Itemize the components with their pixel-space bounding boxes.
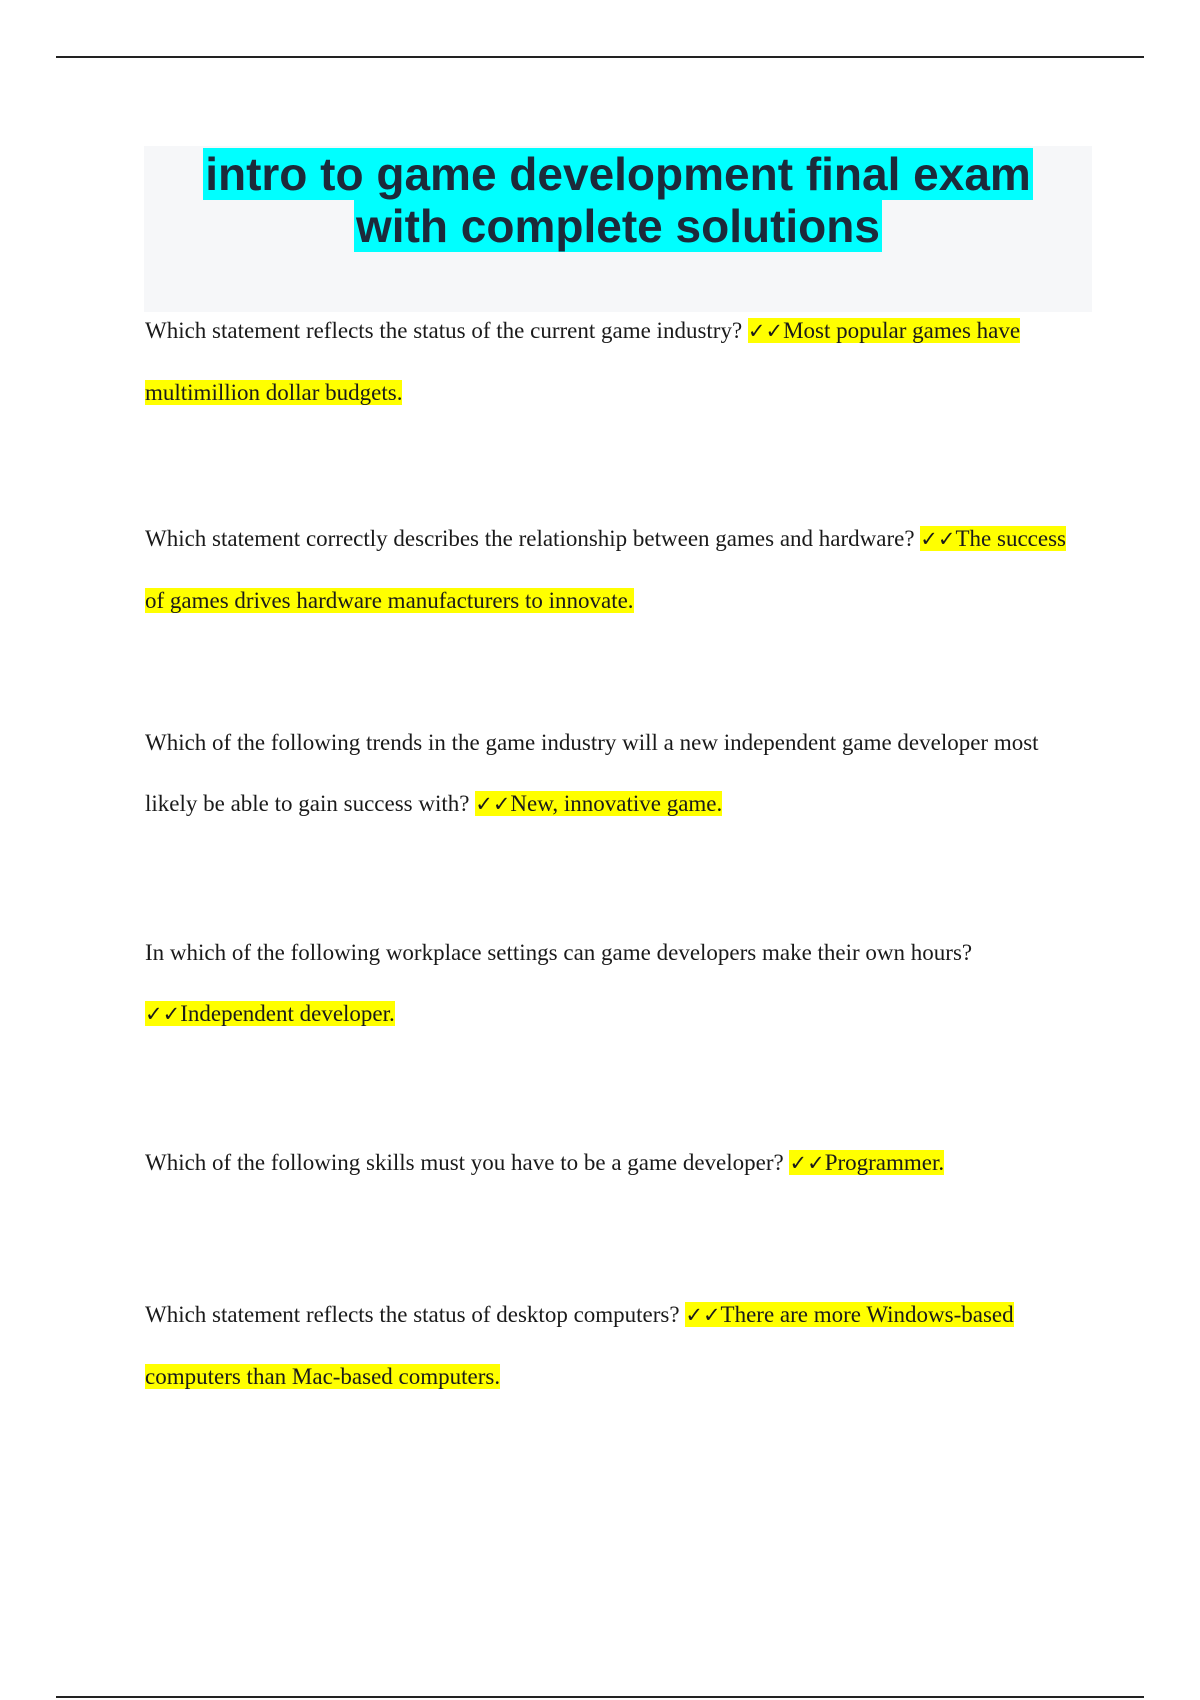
answer-text: ✓✓New, innovative game. bbox=[475, 791, 723, 816]
document-title-line-2: with complete solutions bbox=[356, 200, 880, 252]
qa-item bbox=[145, 508, 1090, 631]
question-text: Which of the following trends in the game industry will a new independent game developer most likely be able to gain success with? bbox=[145, 730, 1039, 816]
question-text: Which statement reflects the status of the current game industry? bbox=[145, 318, 748, 343]
qa-item bbox=[145, 922, 1090, 1045]
answer-text: ✓✓Most popular games have multimillion dollar budgets. bbox=[145, 318, 1021, 405]
bottom-rule bbox=[56, 1696, 1144, 1698]
question-text: Which of the following skills must you have to be a game developer? bbox=[145, 1150, 790, 1175]
question-text: Which statement reflects the status of desktop computers? bbox=[145, 1302, 686, 1327]
qa-item bbox=[145, 300, 1090, 423]
check-icon: ✓✓ bbox=[747, 319, 784, 343]
top-rule bbox=[56, 56, 1144, 58]
check-icon: ✓✓ bbox=[685, 1303, 721, 1327]
check-icon: ✓✓ bbox=[145, 1002, 181, 1026]
answer-text: ✓✓The success of games drives hardware manufacturers to innovate. bbox=[145, 526, 1066, 613]
answer-text: ✓✓Programmer. bbox=[789, 1150, 945, 1175]
check-icon: ✓✓ bbox=[475, 792, 511, 816]
check-icon: ✓✓ bbox=[920, 527, 956, 551]
qa-item bbox=[145, 1284, 1090, 1407]
question-text: In which of the following workplace settings can game developers make their own hours? bbox=[145, 940, 973, 965]
qa-item bbox=[145, 1132, 1090, 1194]
question-text: Which statement correctly describes the relationship between games and hardware? bbox=[145, 526, 921, 551]
title-box bbox=[144, 146, 1092, 312]
answer-text: ✓✓Independent developer. bbox=[145, 1001, 395, 1026]
check-icon: ✓✓ bbox=[789, 1151, 825, 1175]
qa-item bbox=[145, 712, 1090, 835]
document-title-line-1: intro to game development final exam bbox=[205, 148, 1031, 200]
answer-text: ✓✓There are more Windows-based computers than Mac-based computers. bbox=[145, 1302, 1014, 1389]
